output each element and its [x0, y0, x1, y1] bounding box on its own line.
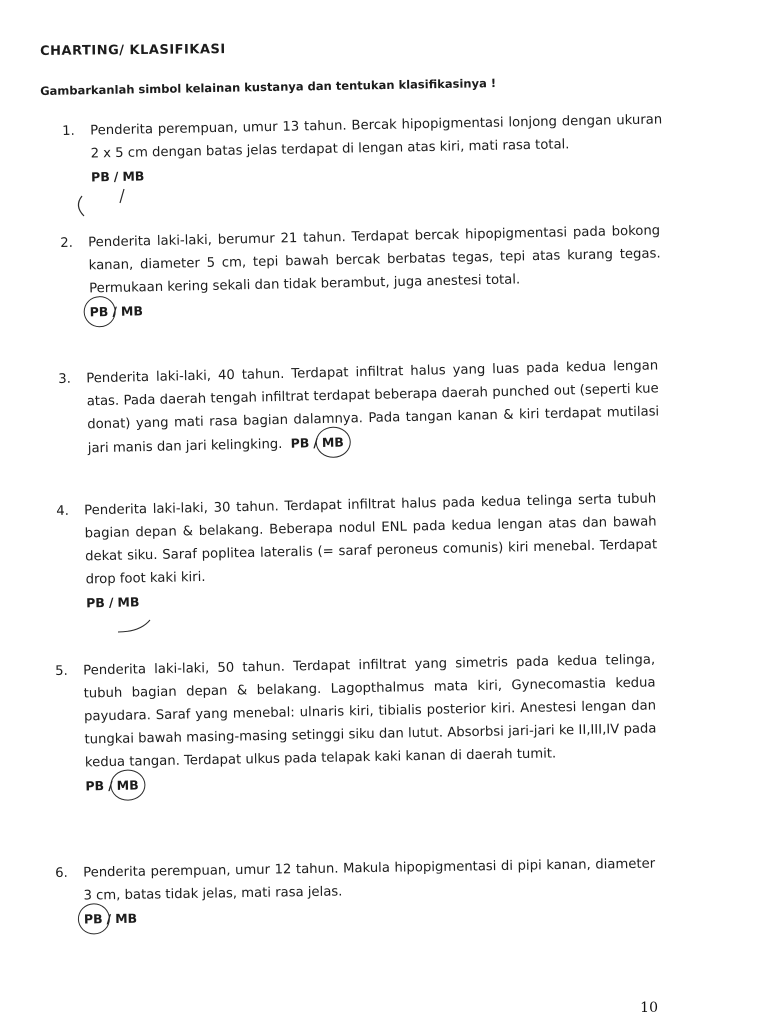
option-separator: / — [107, 777, 113, 794]
question-item-2 — [60, 219, 662, 325]
question-number: 6. — [55, 865, 68, 881]
question-text: Penderita laki-laki, 50 tahun. Terdapat infiltrat yang simetris pada kedua telinga, tubuh bagian depan & belakang. Lagopthalmus mata kiri, Gynecomastia kedua payudara. Saraf yang menebal: ulnaris kiri, tibialis posterior kiri. Anestesi lengan dan tungkai bawah masing-masing setinggi siku dan lutut. Absorbsi jari-jari ke II,III,IV pada kedua tangan. Terdapat ulkus pada telapak kaki kanan di daerah tumit. — [83, 652, 657, 771]
question-item-5 — [55, 648, 658, 798]
option-pb[interactable]: PB — [89, 300, 108, 323]
question-text: Penderita perempuan, umur 12 tahun. Makula hipopigmentasi di pipi kanan, diameter 3 cm, batas tidak jelas, mati rasa jelas. — [83, 856, 656, 904]
question-item-1 — [62, 108, 663, 190]
question-item-6 — [55, 853, 656, 932]
classification-choice — [84, 907, 138, 931]
question-number: 1. — [62, 123, 75, 139]
question-text-body: Penderita laki-laki, 40 tahun. Terdapat infiltrat halus yang luas pada kedua lengan atas. Pada daerah tengah infiltrat terdapat beberapa daerah punched out (seperti kue donat) yang mati rasa bagian dalamnya. Pada tangan kanan & kiri terdapat mutilasi jari manis dan jari kelingking. — [86, 358, 660, 457]
option-mb[interactable]: MB — [122, 168, 145, 184]
question-number: 2. — [60, 235, 73, 251]
option-pb[interactable]: PB — [90, 169, 110, 185]
option-separator: / — [106, 911, 112, 927]
question-text: Penderita laki-laki, 30 tahun. Terdapat infiltrat halus pada kedua telinga serta tubuh bagian depan & belakang. Beberapa nodul ENL pada kedua lengan atas dan bawah dekat siku. Saraf poplitea lateralis (= saraf peroneus comunis) kiri menebal. Terdapat drop foot kaki kiri. — [84, 491, 658, 588]
option-mb[interactable]: MB — [116, 773, 138, 796]
option-separator: / — [113, 168, 119, 185]
option-separator: / — [108, 594, 114, 610]
page-heading: CHARTING/ KLASIFIKASI — [40, 42, 226, 59]
classification-choice — [91, 164, 145, 188]
question-text: Penderita laki-laki, berumur 21 tahun. Terdapat bercak hipopigmentasi pada bokong kanan, diameter 5 cm, tepi bawah bercak berbatas tegas, tepi atas kurang tegas. Permukaan kering sekali dan tidak berambut, juga anestesi total. — [88, 223, 661, 297]
option-mb[interactable]: MB — [120, 303, 144, 319]
classification-choice — [86, 590, 140, 614]
option-pb[interactable]: PB — [290, 435, 310, 451]
question-text — [86, 354, 660, 460]
option-pb[interactable]: PB — [84, 907, 103, 930]
question-item-4 — [56, 487, 658, 616]
option-separator: / — [112, 303, 118, 319]
option-mb[interactable]: MB — [322, 431, 344, 454]
option-pb[interactable]: PB — [86, 595, 106, 611]
classification-choice — [85, 773, 139, 797]
classification-choice — [89, 299, 143, 323]
question-text: Penderita perempuan, umur 13 tahun. Bercak hipopigmentasi lonjong dengan ukuran 2 x 5 cm dengan batas jelas terdapat di lengan atas kiri, mati rasa total. — [90, 112, 663, 162]
option-mb[interactable]: MB — [117, 594, 140, 610]
instruction-text: Gambarkanlah simbol kelainan kustanya dan tentukan klasifikasinya ! — [40, 76, 497, 98]
option-mb[interactable]: MB — [115, 910, 138, 927]
option-separator: / — [313, 435, 319, 451]
question-number: 5. — [55, 663, 68, 679]
question-item-3 — [58, 354, 660, 461]
page-number: 10 — [640, 1000, 658, 1016]
question-number: 4. — [56, 503, 69, 519]
question-number: 3. — [58, 371, 72, 387]
option-pb[interactable]: PB — [85, 778, 105, 794]
classification-choice — [290, 431, 344, 455]
